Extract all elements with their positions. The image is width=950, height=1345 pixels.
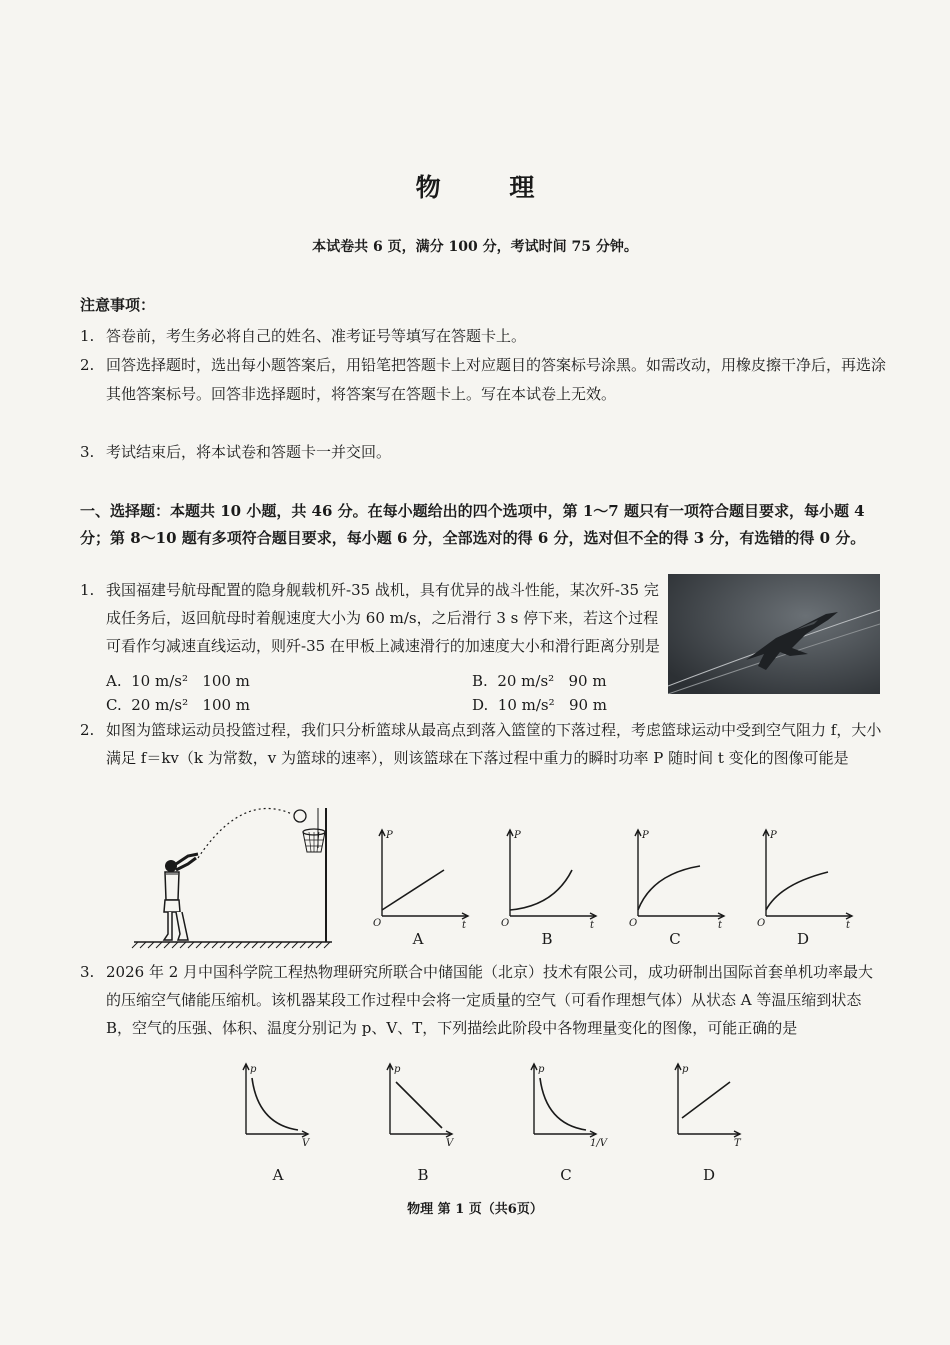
y-axis-label: p: [394, 1064, 401, 1075]
notice-text: 答卷前，考生务必将自己的姓名、准考证号等填写在答题卡上。: [106, 327, 527, 345]
pt-graph: [757, 830, 852, 931]
x-axis-label: t: [590, 920, 595, 931]
y-axis-label: p: [682, 1064, 689, 1075]
gas-curve: [682, 1082, 730, 1118]
question-text: 我国福建号航母配置的隐身舰载机歼-35 战机，具有优异的战斗性能，某次歼-35 完成任务后，返回航母时着舰速度大小为 60 m/s，之后滑行 3 s 停下来，若这个过程可看作匀减速直线运动，则歼-35 在甲板上减速滑行的加速度大小和滑行距离分别是: [106, 581, 660, 655]
pt-curve: [766, 872, 828, 910]
notice-item: [80, 351, 890, 409]
section-heading: 一、选择题：本题共 10 小题，共 46 分。在每小题给出的四个选项中，第 1～7 题只有一项符合题目要求，每小题 4 分；第 8～10 题有多项符合题目要求，每小题 6 分，全部选对的得 6 分，选对但不全的得 3 分，有选错的得 0 分。: [80, 502, 866, 547]
x-axis-label: T: [734, 1138, 741, 1149]
q3-graph-label-d: D: [702, 1166, 716, 1184]
x-axis-label: t: [846, 920, 851, 931]
notice-item: [80, 322, 890, 351]
gas-graph: [243, 1064, 311, 1149]
origin-label: O: [501, 918, 510, 929]
option-c: C. 20 m/s² 100 m: [106, 696, 251, 714]
q2-graph-label-c: C: [669, 930, 681, 948]
q2-graphs: [368, 826, 868, 936]
pt-graph: [501, 830, 596, 931]
q2-graph-label-b: B: [541, 930, 553, 948]
pt-curve: [382, 870, 444, 910]
y-axis-label: p: [250, 1064, 257, 1075]
notice-num: 1.: [80, 327, 95, 345]
pt-graph: [629, 830, 724, 931]
x-axis-label: V: [302, 1138, 310, 1149]
question-number: 3.: [80, 963, 95, 981]
x-axis-label: t: [462, 920, 467, 931]
basketball-player-illustration: [132, 808, 332, 948]
jet-illustration: [668, 574, 880, 694]
gas-curve: [396, 1082, 442, 1128]
question-number: 1.: [80, 581, 95, 599]
y-axis-label: P: [770, 830, 777, 841]
q3-graph-label-a: A: [272, 1166, 284, 1184]
notice-item: [80, 438, 890, 467]
gas-curve: [540, 1078, 586, 1130]
x-axis-label: 1/V: [590, 1138, 607, 1149]
gas-graph: [675, 1064, 742, 1149]
gas-graph: [531, 1064, 609, 1149]
q2-graph-label-a: A: [412, 930, 424, 948]
question-text: 2026 年 2 月中国科学院工程热物理研究所联合中储国能（北京）技术有限公司，成功研制出国际首套单机功率最大的压缩空气储能压缩机。该机器某段工作过程中会将一定质量的空气（可看作理想气体）从状态 A 等温压缩到状态 B，空气的压强、体积、温度分别记为 p、V、T，下列描绘此阶段中各物理量变化的图像，可能正确的是: [106, 963, 874, 1037]
origin-label: O: [629, 918, 638, 929]
q2-graph-label-d: D: [796, 930, 810, 948]
exam-info: 本试卷共 6 页，满分 100 分，考试时间 75 分钟。: [312, 239, 638, 255]
pt-curve: [638, 866, 700, 910]
notice-num: 3.: [80, 443, 95, 461]
origin-label: O: [757, 918, 766, 929]
notice-num: 2.: [80, 356, 95, 374]
option-b: B. 20 m/s² 90 m: [472, 672, 607, 690]
y-axis-label: P: [514, 830, 521, 841]
notice-text: 考试结束后，将本试卷和答题卡一并交回。: [106, 443, 392, 461]
option-d: D. 10 m/s² 90 m: [472, 696, 608, 714]
y-axis-label: p: [538, 1064, 545, 1075]
page-title: 物 理: [415, 173, 565, 202]
x-axis-label: t: [718, 920, 723, 931]
x-axis-label: V: [446, 1138, 454, 1149]
q3-graph-label-c: C: [560, 1166, 572, 1184]
q3-graph-label-b: B: [417, 1166, 429, 1184]
origin-label: O: [373, 918, 382, 929]
pt-graph: [373, 830, 468, 931]
notice-text: 回答选择题时，选出每小题答案后，用铅笔把答题卡上对应题目的答案标号涂黑。如需改动，用橡皮擦干净后，再选涂其他答案标号。回答非选择题时，将答案写在答题卡上。写在本试卷上无效。: [106, 356, 887, 403]
pt-curve: [510, 870, 572, 910]
y-axis-label: P: [386, 830, 393, 841]
notice-heading: 注意事项：: [80, 296, 156, 314]
question-number: 2.: [80, 721, 95, 739]
gas-curve: [252, 1078, 298, 1130]
fighter-jet-photo: [668, 574, 880, 694]
page-footer: 物理 第 1 页（共6页）: [407, 1202, 543, 1217]
y-axis-label: P: [642, 830, 649, 841]
question-text: 如图为篮球运动员投篮过程，我们只分析篮球从最高点到落入篮筐的下落过程，考虑篮球运动中受到空气阻力 f，大小满足 f＝kv（k 为常数，v 为篮球的速率），则该篮球在下落过程中重力的瞬时功率 P 随时间 t 变化的图像可能是: [106, 721, 882, 767]
gas-graph: [387, 1064, 455, 1149]
option-a: A. 10 m/s² 100 m: [106, 672, 250, 690]
q3-graphs: [234, 1060, 794, 1160]
